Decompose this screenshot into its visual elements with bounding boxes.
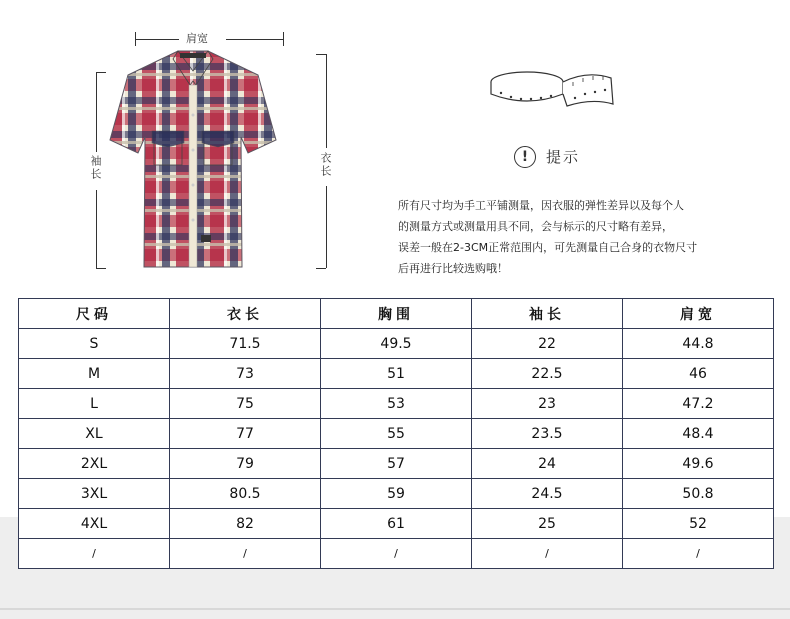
table-cell: / xyxy=(19,539,170,569)
table-row xyxy=(19,389,774,419)
table-cell: 80.5 xyxy=(170,479,321,509)
table-cell: 23.5 xyxy=(472,419,623,449)
table-cell: L xyxy=(19,389,170,419)
table-cell: S xyxy=(19,329,170,359)
table-cell: 49.6 xyxy=(623,449,774,479)
table-row xyxy=(19,419,774,449)
table-cell: 3XL xyxy=(19,479,170,509)
table-cell: 23 xyxy=(472,389,623,419)
table-row xyxy=(19,539,774,569)
note-line: 的测量方式或测量用具不同，会与标示的尺寸略有差异， xyxy=(398,220,673,233)
bottom-divider xyxy=(0,608,790,610)
table-cell: XL xyxy=(19,419,170,449)
table-cell: 82 xyxy=(170,509,321,539)
table-cell: 55 xyxy=(321,419,472,449)
table-cell: 57 xyxy=(321,449,472,479)
header-chest: 胸围 xyxy=(321,299,472,329)
table-cell: 53 xyxy=(321,389,472,419)
note-line: 误差一般在2-3CM正常范围内，可先测量自己合身的衣物尺寸 xyxy=(398,241,698,254)
header-length: 衣长 xyxy=(170,299,321,329)
plaid-shirt-image xyxy=(108,45,278,275)
table-header-row xyxy=(19,299,774,329)
table-cell: / xyxy=(170,539,321,569)
header-shoulder: 肩宽 xyxy=(623,299,774,329)
table-cell: / xyxy=(321,539,472,569)
table-cell: 22.5 xyxy=(472,359,623,389)
table-cell: 47.2 xyxy=(623,389,774,419)
table-cell: 50.8 xyxy=(623,479,774,509)
table-cell: / xyxy=(472,539,623,569)
table-cell: 79 xyxy=(170,449,321,479)
table-row xyxy=(19,449,774,479)
table-cell: 75 xyxy=(170,389,321,419)
table-cell: 52 xyxy=(623,509,774,539)
table-row xyxy=(19,359,774,389)
table-cell: 71.5 xyxy=(170,329,321,359)
table-cell: 48.4 xyxy=(623,419,774,449)
size-chart-table xyxy=(18,298,774,569)
warning-icon: ! xyxy=(514,146,536,168)
tip-title: 提示 xyxy=(546,148,581,166)
table-cell: 77 xyxy=(170,419,321,449)
measurement-note xyxy=(398,195,728,279)
table-cell: 46 xyxy=(623,359,774,389)
table-cell: 44.8 xyxy=(623,329,774,359)
sleeve-label: 袖长 xyxy=(89,155,102,181)
table-row xyxy=(19,509,774,539)
table-cell: 22 xyxy=(472,329,623,359)
table-cell: 73 xyxy=(170,359,321,389)
table-cell: 4XL xyxy=(19,509,170,539)
table-cell: 49.5 xyxy=(321,329,472,359)
shoulder-label: 肩宽 xyxy=(186,32,208,45)
table-cell: / xyxy=(623,539,774,569)
table-cell: 59 xyxy=(321,479,472,509)
header-size: 尺码 xyxy=(19,299,170,329)
tape-measure-image xyxy=(487,60,617,120)
table-cell: 61 xyxy=(321,509,472,539)
table-cell: 2XL xyxy=(19,449,170,479)
header-sleeve: 袖长 xyxy=(472,299,623,329)
table-cell: 24 xyxy=(472,449,623,479)
table-cell: M xyxy=(19,359,170,389)
table-cell: 25 xyxy=(472,509,623,539)
length-label: 衣长 xyxy=(319,152,332,178)
table-row xyxy=(19,479,774,509)
note-line: 所有尺寸均为手工平铺测量，因衣服的弹性差异以及每个人 xyxy=(398,199,684,212)
table-row xyxy=(19,329,774,359)
note-line: 后再进行比较选购哦！ xyxy=(398,262,508,275)
table-cell: 24.5 xyxy=(472,479,623,509)
table-cell: 51 xyxy=(321,359,472,389)
